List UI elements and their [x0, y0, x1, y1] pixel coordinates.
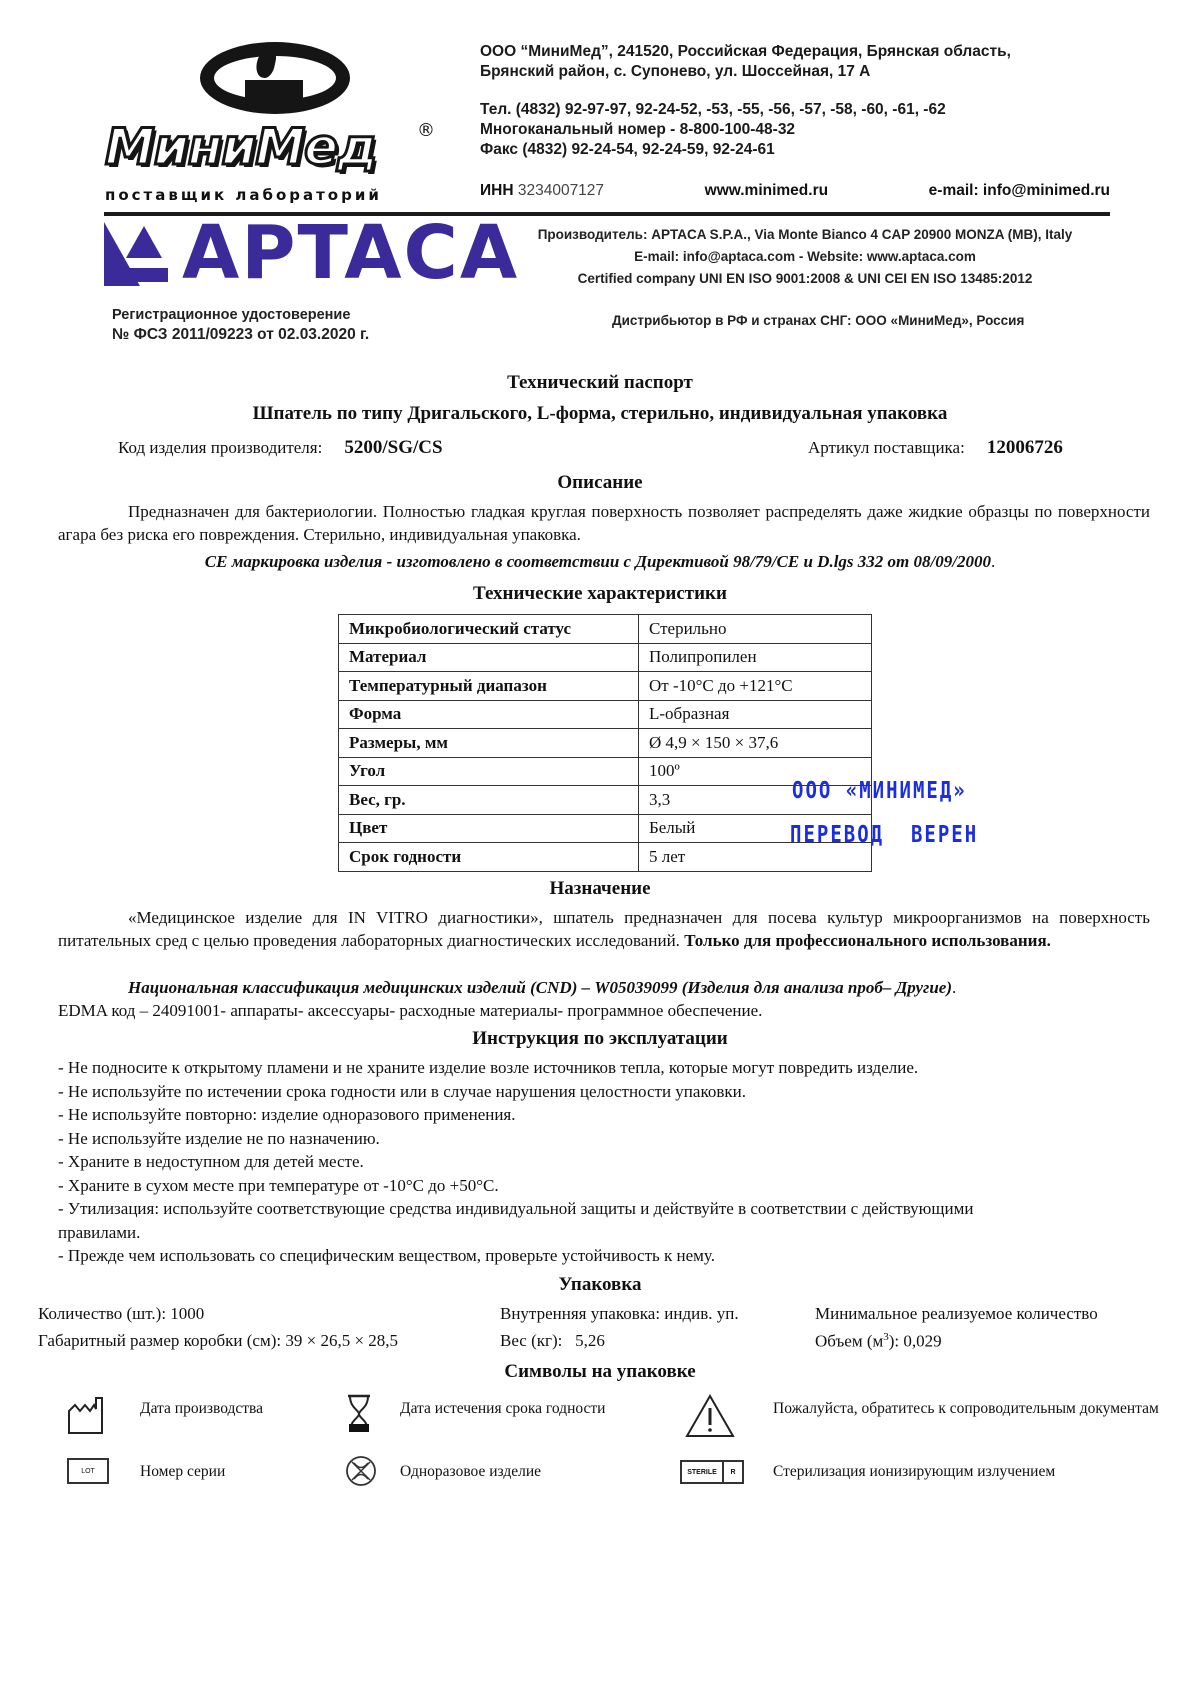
supplier-article — [808, 437, 1063, 459]
symbol-label-single-use: Одноразовое изделие — [400, 1463, 542, 1480]
symbol-label-sterile-irradiation: Стерилизация ионизирующим излучением — [773, 1463, 1056, 1480]
packaging-weight: Вес (кг): 5,26 — [500, 1331, 605, 1350]
packaging-volume: Объем $(м^3)$: 0,029 — [815, 1331, 942, 1351]
symbol-label-expiry-date: Дата истечения срока годности — [400, 1400, 606, 1417]
table-row: Размеры, мм Ø 4,9 × 150 × 37,6 — [339, 729, 872, 758]
table-row: Материал Полипропилен — [339, 643, 872, 672]
logo-wordmark: МиниМед — [105, 118, 377, 176]
list-item: - Утилизация: используйте соответствующие средства индивидуальной защиты и действуйте в соответствии с действующими правилами. — [58, 1199, 974, 1242]
warning-icon — [684, 1393, 736, 1439]
ce-marking-note: CE маркировка изделия - изготовлено в соответствии с Директивой 98/79/CE и D.lgs 332 от 08/09/2000. — [204, 552, 996, 571]
list-item: - Не используйте повторно: изделие одноразового применения. — [58, 1105, 516, 1124]
list-item: - Храните в сухом месте при температуре от -10°C до +50°C. — [58, 1175, 499, 1195]
table-row: Угол 100º — [339, 757, 872, 786]
email-link[interactable]: e-mail: info@minimed.ru — [928, 182, 1110, 199]
manufacturer-address: Производитель: APTACA S.P.A., Via Monte Bianco 4 CAP 20900 MONZA (MB), Italy — [537, 227, 1073, 242]
manufacturer-certification: Certified company UNI EN ISO 9001:2008 & UNI CEI EN ISO 13485:2012 — [577, 271, 1033, 286]
company-contact-block — [480, 42, 1011, 160]
manufacturer-code-value: 5200/SG/CS — [344, 437, 443, 458]
table-row: Цвет Белый — [339, 814, 872, 843]
multichannel-line: Многоканальный номер - 8-800-100-48-32 — [480, 121, 796, 138]
aptaca-logo — [104, 210, 520, 296]
symbol-label-consult-documents: Пожалуйста, обратитесь к сопроводительным документам — [773, 1400, 1159, 1417]
hourglass-icon — [346, 1394, 372, 1434]
description-text: Предназначен для бактериологии. Полностью гладкая круглая поверхность позволяет распределять даже жидкие образцы по поверхности агара без риска его повреждения. Стерильно, индивидуальная упаковка. — [58, 502, 1150, 544]
document-title: Технический паспорт — [507, 372, 693, 393]
instructions-list — [58, 1056, 1150, 1268]
table-row: Срок годности 5 лет — [339, 843, 872, 872]
description-heading: Описание — [557, 472, 643, 493]
product-name: Шпатель по типу Дригальского, L-форма, стерильно, индивидуальная упаковка — [252, 403, 948, 424]
registration-certificate — [112, 305, 369, 345]
registration-label: Регистрационное удостоверение — [112, 307, 351, 323]
list-item: - Не используйте изделие не по назначению. — [58, 1128, 380, 1148]
table-row: Форма L-образная — [339, 700, 872, 729]
symbol-label-manufacture-date: Дата производства — [140, 1400, 264, 1417]
sterile-r-icon: STERILE R — [680, 1460, 744, 1484]
logo-tagline: поставщик лабораторий — [105, 186, 382, 204]
symbols-heading: Символы на упаковке — [504, 1361, 696, 1382]
list-item: - Не подносите к открытому пламени и не храните изделие возле источников тепла, которые могут повредить изделие. — [58, 1058, 919, 1077]
purpose-text: «Медицинское изделие для IN VITRO диагностики», шпатель предназначен для посева культур микроорганизмов на поверхность питательных сред с целью проведения лабораторных диагностических исследований. Только для профессионального использования. — [58, 908, 1150, 950]
packaging-box-size: Габаритный размер коробки (см): 39 × 26,5 × 28,5 — [38, 1331, 399, 1350]
website-link[interactable]: www.minimed.ru — [704, 182, 829, 199]
supplier-article-value: 12006726 — [986, 437, 1063, 458]
edma-code: EDMA код – 24091001- аппараты- аксессуары- расходные материалы- программное обеспечение. — [58, 1001, 763, 1020]
phone-line: Тел. (4832) 92-97-97, 92-24-52, -53, -55, -56, -57, -58, -60, -61, -62 — [480, 101, 946, 118]
specs-heading: Технические характеристики — [473, 583, 727, 604]
packaging-quantity: Количество (шт.): 1000 — [38, 1304, 205, 1323]
table-row: Микробиологический статус Стерильно — [339, 615, 872, 644]
list-item: - Прежде чем использовать со специфическим веществом, проверьте устойчивость к нему. — [58, 1246, 715, 1265]
purpose-heading: Назначение — [549, 878, 651, 899]
packaging-min-quantity: Минимальное реализуемое количество — [815, 1304, 1098, 1323]
manufacturer-block — [500, 224, 1110, 290]
aptaca-triangle-icon — [126, 226, 162, 258]
aptaca-wordmark: APTACA — [182, 210, 520, 296]
address-line-1: ООО “МиниМед”, 241520, Российская Федерация, Брянская область, — [480, 43, 1011, 60]
minimed-logo — [105, 38, 445, 208]
single-use-icon — [345, 1455, 377, 1487]
lot-icon: LOT — [67, 1458, 109, 1484]
translation-stamp-verified: ПЕРЕВОД ВЕРЕН — [790, 821, 979, 849]
logo-base-icon — [245, 80, 303, 102]
manufacturer-contacts: E-mail: info@aptaca.com - Website: www.aptaca.com — [634, 249, 976, 264]
inn-value: 3234007127 — [517, 182, 605, 199]
manufacture-date-icon — [66, 1395, 108, 1435]
symbol-label-lot: Номер серии — [140, 1463, 226, 1480]
cnd-classification: Национальная классификация медицинских изделий (CND) – W05039099 (Изделия для анализа проб– Другие). — [128, 978, 957, 997]
table-row: Температурный диапазон От -10°C до +121°C — [339, 672, 872, 701]
aptaca-bar-icon — [118, 268, 168, 282]
manufacturer-code — [118, 437, 443, 459]
translation-stamp-company: ООО «МИНИМЕД» — [792, 777, 967, 805]
packaging-weight-value: 5,26 — [575, 1331, 605, 1350]
instructions-heading: Инструкция по эксплуатации — [472, 1028, 728, 1049]
registered-mark: ® — [417, 120, 435, 141]
packaging-heading: Упаковка — [558, 1274, 642, 1295]
supplier-article-label: Артикул поставщика: — [808, 438, 965, 457]
fax-line: Факс (4832) 92-24-54, 92-24-59, 92-24-61 — [480, 141, 775, 158]
manufacturer-code-label: Код изделия производителя: — [118, 438, 323, 457]
list-item: - Не используйте по истечении срока годности или в случае нарушения целостности упаковки. — [58, 1081, 746, 1101]
address-line-2: Брянский район, с. Супонево, ул. Шоссейная, 17 А — [480, 63, 871, 80]
table-row: Вес, гр. 3,3 — [339, 786, 872, 815]
inn-web-email-row — [480, 182, 1110, 200]
registration-number: № ФСЗ 2011/09223 от 02.03.2020 г. — [112, 326, 370, 343]
professional-use-note: Только для профессионального использования. — [684, 931, 1051, 950]
list-item: - Храните в недоступном для детей месте. — [58, 1152, 364, 1171]
inn: ИНН 3234007127 — [480, 182, 605, 199]
distributor-info: Дистрибьютор в РФ и странах СНГ: ООО «МиниМед», Россия — [612, 313, 1025, 328]
packaging-inner: Внутренняя упаковка: индив. уп. — [500, 1304, 739, 1323]
